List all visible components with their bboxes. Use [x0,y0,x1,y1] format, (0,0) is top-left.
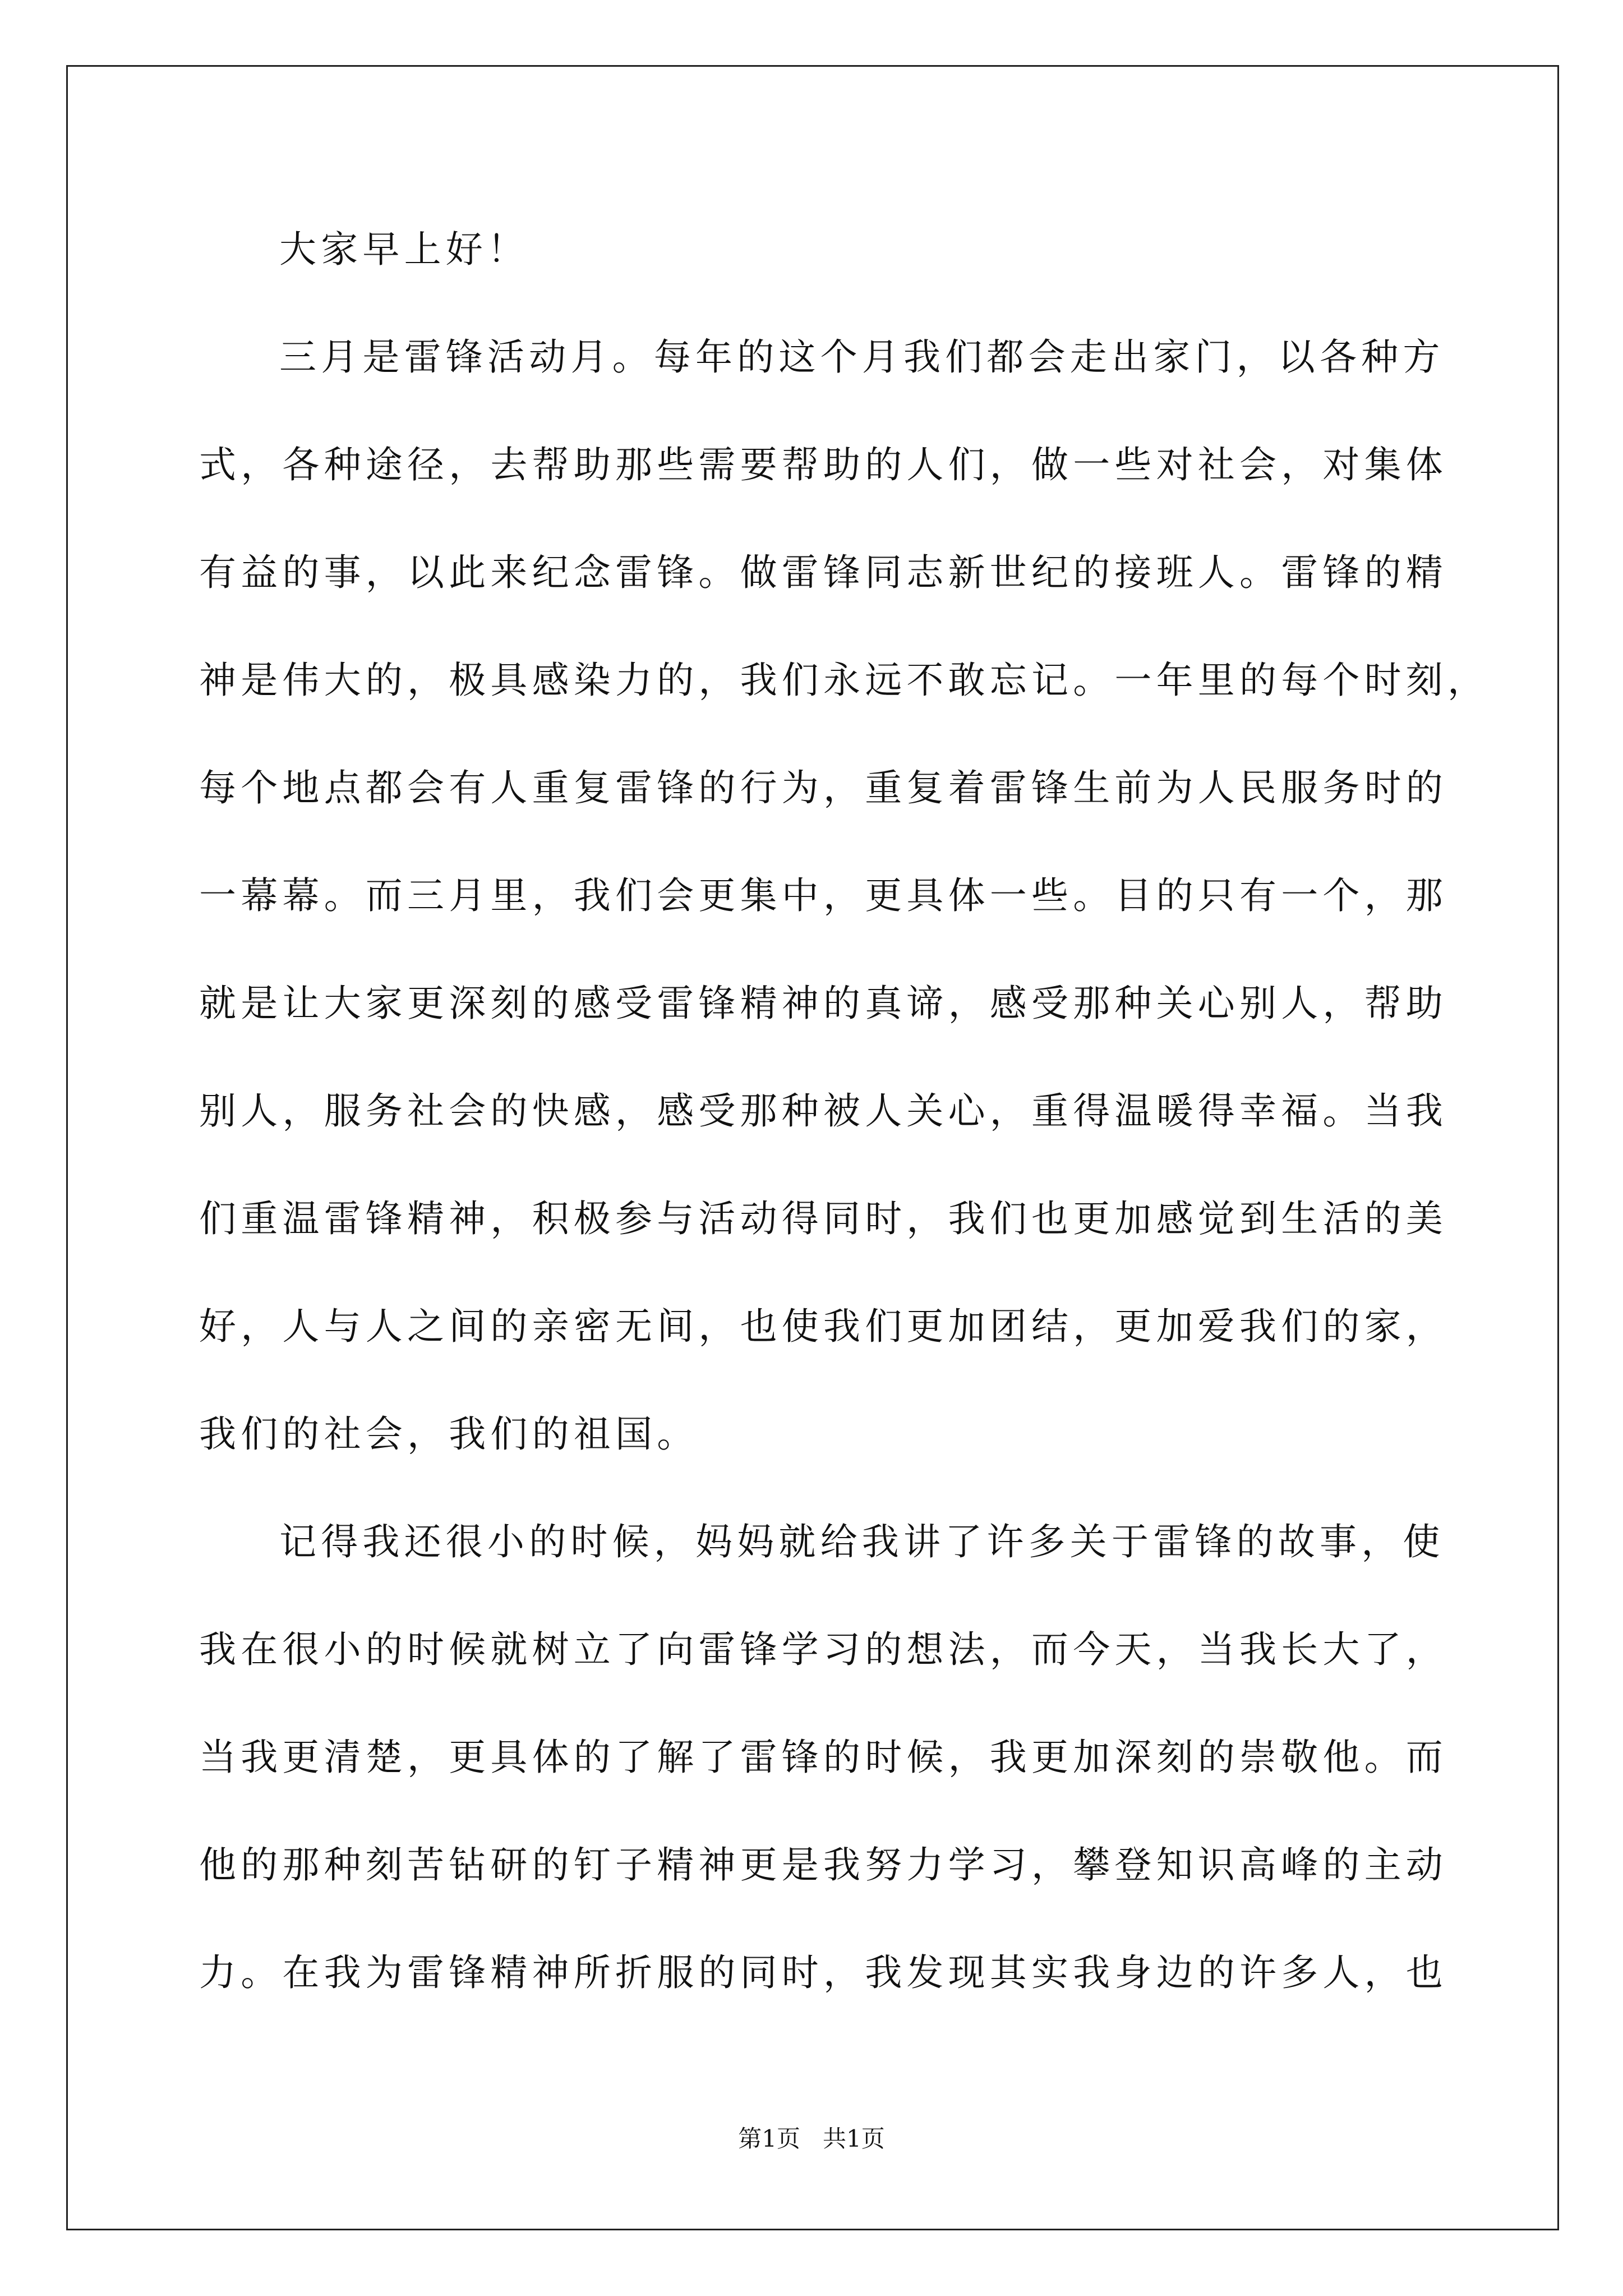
paragraph-1-line-3: 有益的事，以此来纪念雷锋。做雷锋同志新世纪的接班人。雷锋的精 [199,551,1447,594]
paragraph-2-line-3: 当我更清楚，更具体的了解了雷锋的时候，我更加深刻的崇敬他。而 [199,1736,1447,1779]
page-footer: 第1页 共1页 [738,2125,885,2152]
paragraph-1-line-8: 别人，服务社会的快感，感受那种被人关心，重得温暖得幸福。当我 [199,1089,1447,1133]
paragraph-1-line-11: 我们的社会，我们的祖国。 [199,1412,699,1456]
paragraph-2-line-2: 我在很小的时候就树立了向雷锋学习的想法，而今天，当我长大了， [199,1628,1447,1671]
paragraph-1-line-10: 好，人与人之间的亲密无间，也使我们更加团结，更加爱我们的家， [199,1305,1447,1348]
paragraph-1-line-9: 们重温雷锋精神，积极参与活动得同时，我们也更加感觉到生活的美 [199,1197,1447,1240]
paragraph-1-line-6: 一幕幕。而三月里，我们会更集中，更具体一些。目的只有一个，那 [199,874,1447,917]
paragraph-1-line-4: 神是伟大的，极具感染力的，我们永远不敢忘记。一年里的每个时刻， [199,659,1490,702]
paragraph-2-line-1: 记得我还很小的时候，妈妈就给我讲了许多关于雷锋的故事，使 [279,1520,1445,1563]
paragraph-1-line-5: 每个地点都会有人重复雷锋的行为，重复着雷锋生前为人民服务时的 [199,766,1447,809]
greeting-line: 大家早上好！ [279,228,529,271]
paragraph-2-line-5: 力。在我为雷锋精神所折服的同时，我发现其实我身边的许多人，也 [199,1951,1447,1994]
paragraph-1-line-2: 式，各种途径，去帮助那些需要帮助的人们，做一些对社会，对集体 [199,443,1447,486]
paragraph-1-line-7: 就是让大家更深刻的感受雷锋精神的真谛，感受那种关心别人，帮助 [199,982,1447,1025]
page-border [66,65,1559,2230]
paragraph-1-line-1: 三月是雷锋活动月。每年的这个月我们都会走出家门，以各种方 [279,335,1445,379]
paragraph-2-line-4: 他的那种刻苦钻研的钉子精神更是我努力学习，攀登知识高峰的主动 [199,1843,1447,1887]
